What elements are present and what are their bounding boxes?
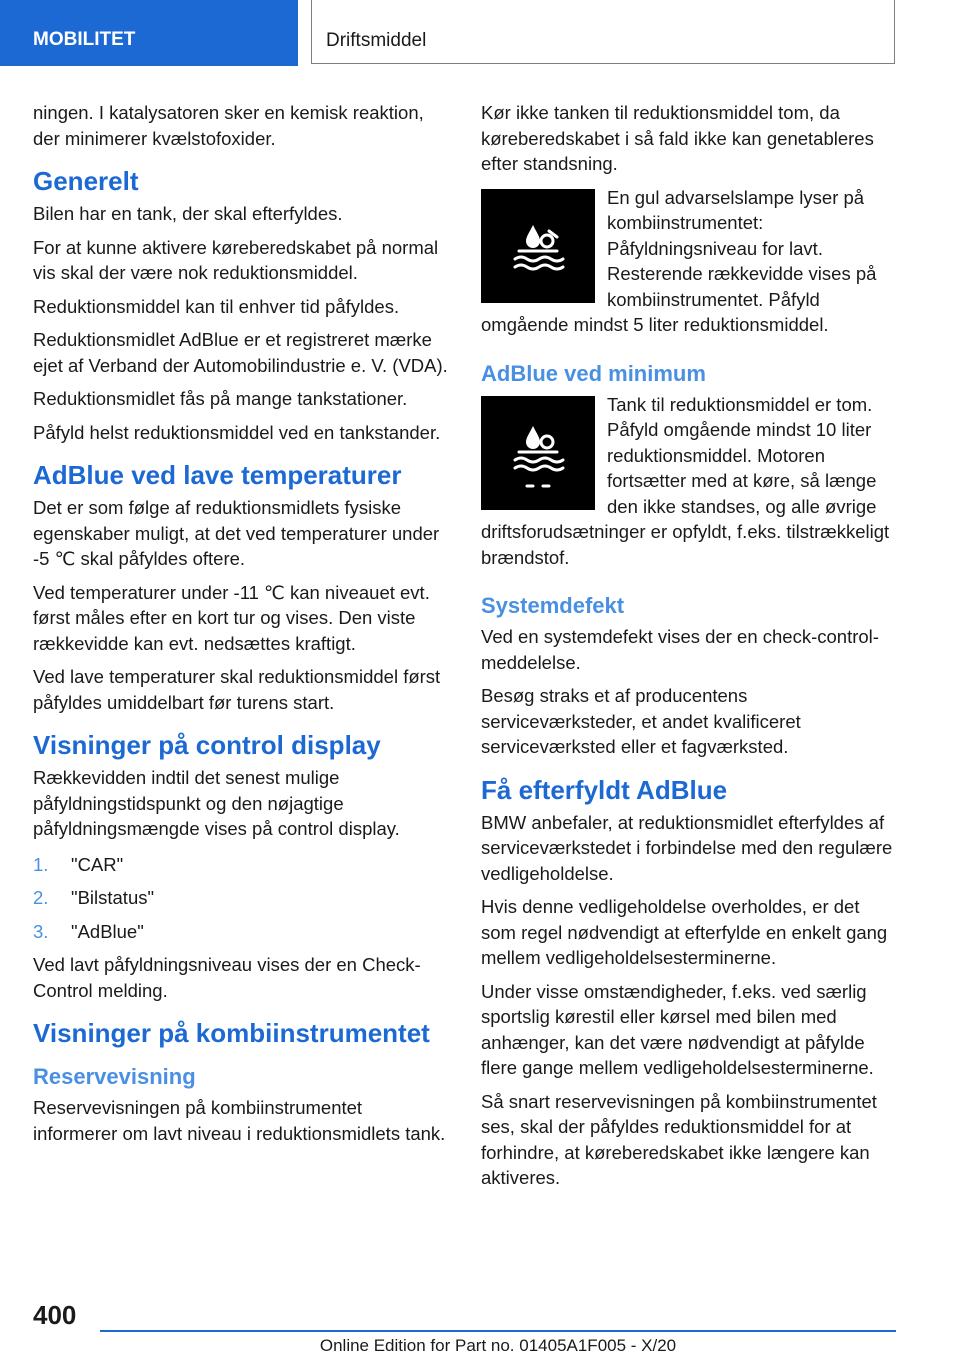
paragraph: Ved lave temperaturer skal reduktionsmiddel først påfyldes umiddelbart før turens start.	[33, 666, 441, 713]
paragraph: Reservevisningen på kombiinstrumentet informerer om lavt niveau i reduktionsmidlets tank.	[33, 1097, 446, 1144]
paragraph: Det er som følge af reduktionsmidlets fysiske egenskaber muligt, at det ved temperaturer under -5 ℃ skal påfyldes oftere.	[33, 497, 440, 569]
subheading-reservevisning: Reservevisning	[33, 1064, 196, 1089]
paragraph: Under visse omstændigheder, f.eks. ved særlig sportslig kørestil eller kørsel med bilen med anhænger, kan det være nødvendigt at påfylde flere gange mellem vedligeholdelsesterminerne.	[481, 980, 874, 1078]
step-text: "Bilstatus"	[71, 887, 155, 908]
intro-paragraph: ningen. I katalysatoren sker en kemisk reaktion, der minimerer kvælstofoxider.	[33, 102, 424, 149]
paragraph: Kør ikke tanken til reduktionsmiddel tom, da køreberedskabet i så fald ikke kan genetableres efter standsning.	[481, 102, 874, 174]
paragraph: Ved lavt påfyldningsniveau vises der en Check-Control melding.	[33, 954, 421, 1001]
right-column	[481, 100, 899, 1199]
paragraph: Reduktionsmidlet fås på mange tankstationer.	[33, 388, 408, 409]
paragraph: Tank til reduktionsmiddel er tom. Påfyld omgående mindst 10 liter reduktionsmiddel. Motoren fortsætter med at køre, så længe den ikke standses, og alle øvrige driftsforudsætninger er opfyldt, f.eks. tilstrækkeligt brændstof.	[481, 393, 890, 568]
paragraph: Så snart reservevisningen på kombiinstrumentet ses, skal der påfyldes reduktionsmiddel for at forhindre, at køreberedskabet ikke længere kan aktiveres.	[481, 1090, 877, 1188]
paragraph: Påfyld helst reduktionsmiddel ved en tankstander.	[33, 421, 441, 443]
paragraph: Ved en systemdefekt vises der en check-control-meddelelse.	[481, 626, 879, 673]
paragraph: BMW anbefaler, at reduktionsmidlet efterfyldes af serviceværkstedet i forbindelse med den regulære vedligeholdelse.	[481, 811, 893, 884]
paragraph: Reduktionsmiddel kan til enhver tid påfyldes.	[33, 295, 400, 317]
chapter-tab: Driftsmiddel	[311, 0, 895, 64]
edition-text: Online Edition for Part no. 01405A1F005 - X/20	[319, 1336, 677, 1355]
paragraph: Hvis denne vedligeholdelse overholdes, er det som regel nødvendigt at efterfylde en enkelt gang mellem vedligeholdelsesterminerne.	[481, 896, 888, 968]
heading-efterfyldt-adblue: Få efterfyldt AdBlue	[481, 774, 728, 805]
footer-divider	[100, 1330, 896, 1332]
list-item	[33, 919, 451, 945]
paragraph: Reduktionsmidlet AdBlue er et registreret mærke ejet af Verband der Automobilindustrie e. V. (VDA).	[33, 329, 448, 376]
section-tab: MOBILITET	[0, 0, 298, 66]
step-number: 1.	[33, 853, 49, 875]
warning-block	[481, 392, 899, 579]
step-text: "CAR"	[71, 853, 124, 875]
subheading-systemdefekt: Systemdefekt	[481, 593, 625, 618]
warning-block	[481, 185, 899, 346]
step-text: "AdBlue"	[71, 920, 144, 942]
heading-lave-temperaturer: AdBlue ved lave temperaturer	[33, 460, 402, 490]
page-number: 400	[33, 1300, 77, 1330]
subheading-adblue-minimum: AdBlue ved minimum	[481, 360, 706, 386]
paragraph: Bilen har en tank, der skal efterfyldes.	[33, 203, 343, 224]
paragraph: En gul advarselslampe lyser på kombiinstrumentet: Påfyldningsniveau for lavt. Resterende rækkevidde vises på kombiinstrumentet. Påfyld omgående mindst 5 liter reduktionsmiddel.	[481, 186, 877, 335]
list-item	[33, 852, 451, 878]
list-item	[33, 885, 451, 911]
heading-control-display: Visninger på control display	[33, 730, 381, 760]
adblue-empty-warning-icon	[481, 396, 595, 510]
paragraph: Ved temperaturer under -11 ℃ kan niveauet evt. først måles efter en kort tur og vises. Den viste rækkevidde kan evt. nedsættes kraftigt.	[33, 581, 430, 654]
heading-kombiinstrumentet: Visninger på kombiinstrumentet	[33, 1018, 430, 1048]
adblue-low-warning-icon	[481, 189, 595, 303]
step-number: 2.	[33, 887, 49, 908]
paragraph: Rækkevidden indtil det senest mulige påfyldningstidspunkt og den nøjagtige påfyldningsmængde vises på control display.	[33, 767, 400, 839]
step-number: 3.	[33, 920, 49, 942]
heading-generelt: Generelt	[33, 166, 139, 196]
left-column	[33, 100, 451, 1154]
paragraph: For at kunne aktivere køreberedskabet på normal vis skal der være nok reduktionsmiddel.	[33, 236, 439, 283]
paragraph: Besøg straks et af producentens serviceværksteder, et andet kvalificeret serviceværksted eller et fagværksted.	[481, 685, 801, 757]
page-header	[0, 0, 960, 66]
steps-list	[33, 852, 451, 945]
